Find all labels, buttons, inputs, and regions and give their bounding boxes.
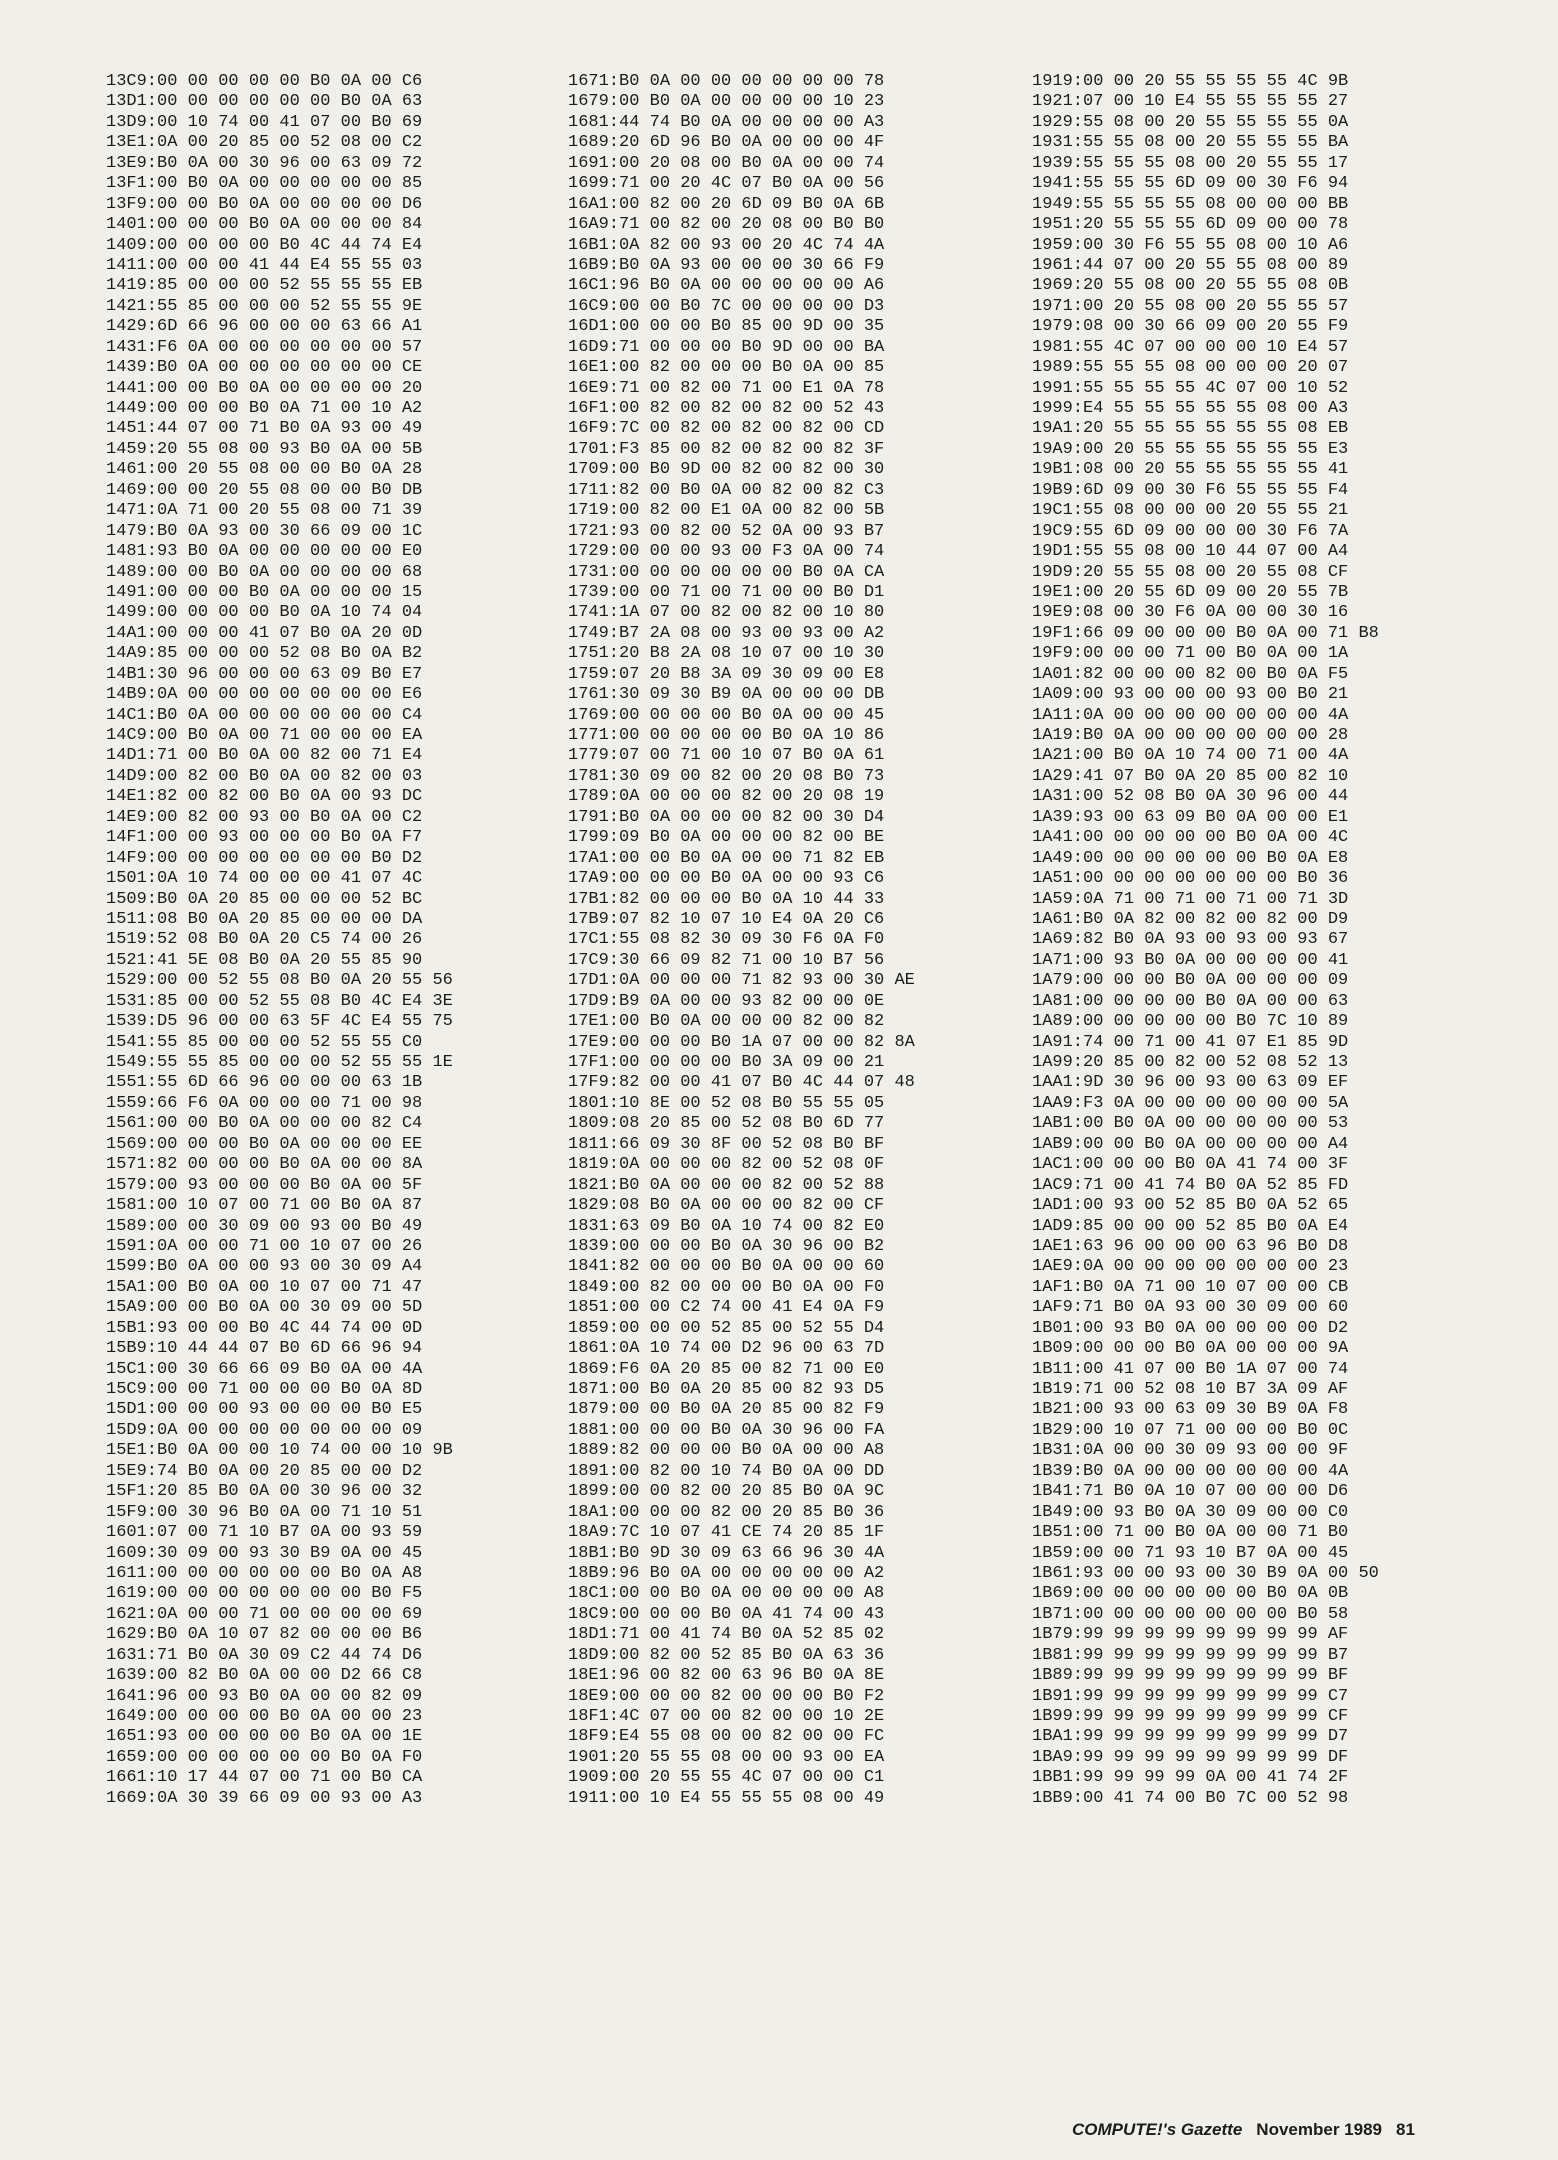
listing-line: 1B09:00 00 00 B0 0A 00 00 00 9A bbox=[1032, 1339, 1349, 1359]
listing-line: 1AF1:B0 0A 71 00 10 07 00 00 CB bbox=[1032, 1277, 1349, 1297]
listing-line: 1629:B0 0A 10 07 82 00 00 00 B6 bbox=[106, 1625, 423, 1645]
listing-line: 1A81:00 00 00 00 B0 0A 00 00 63 bbox=[1032, 991, 1349, 1011]
listing-line: 1B89:99 99 99 99 99 99 99 99 BF bbox=[1032, 1666, 1349, 1686]
listing-line: 14F1:00 00 93 00 00 00 B0 0A F7 bbox=[106, 828, 423, 848]
listing-line: 1789:0A 00 00 00 82 00 20 08 19 bbox=[568, 787, 885, 807]
listing-line: 18F1:4C 07 00 00 82 00 00 10 2E bbox=[568, 1707, 885, 1726]
listing-line: 1949:55 55 55 55 08 00 00 00 BB bbox=[1032, 194, 1349, 214]
listing-line: 1571:82 00 00 00 B0 0A 00 00 8A bbox=[106, 1155, 423, 1175]
listing-line: 1711:82 00 B0 0A 00 82 00 82 C3 bbox=[568, 480, 885, 500]
listing-line: 1489:00 00 B0 0A 00 00 00 00 68 bbox=[106, 562, 423, 582]
listing-line: 1991:55 55 55 55 4C 07 00 10 52 bbox=[1032, 378, 1349, 398]
listing-line: 14C1:B0 0A 00 00 00 00 00 00 C4 bbox=[106, 705, 423, 725]
listing-line: 16A1:00 82 00 20 6D 09 B0 0A 6B bbox=[568, 194, 885, 214]
listing-line: 18A9:7C 10 07 41 CE 74 20 85 1F bbox=[568, 1523, 885, 1543]
listing-line: 16B9:B0 0A 93 00 00 00 30 66 F9 bbox=[568, 255, 885, 275]
listing-line: 1719:00 82 00 E1 0A 00 82 00 5B bbox=[568, 501, 885, 521]
listing-line: 1729:00 00 00 93 00 F3 0A 00 74 bbox=[568, 542, 885, 562]
listing-line: 19D1:55 55 08 00 10 44 07 00 A4 bbox=[1032, 542, 1349, 562]
listing-line: 1AF9:71 B0 0A 93 00 30 09 00 60 bbox=[1032, 1298, 1349, 1318]
listing-line: 19C9:55 6D 09 00 00 00 30 F6 7A bbox=[1032, 521, 1349, 541]
listing-line: 1941:55 55 55 6D 09 00 30 F6 94 bbox=[1032, 174, 1349, 194]
listing-line: 1A99:20 85 00 82 00 52 08 52 13 bbox=[1032, 1053, 1349, 1072]
listing-line: 1441:00 00 B0 0A 00 00 00 00 20 bbox=[106, 378, 423, 398]
listing-line: 1B71:00 00 00 00 00 00 00 B0 58 bbox=[1032, 1604, 1349, 1624]
listing-line: 1B91:99 99 99 99 99 99 99 99 C7 bbox=[1032, 1686, 1349, 1706]
listing-line: 1A11:0A 00 00 00 00 00 00 00 4A bbox=[1032, 705, 1349, 725]
listing-line: 1889:82 00 00 00 B0 0A 00 00 A8 bbox=[568, 1441, 885, 1461]
listing-line: 16F1:00 82 00 82 00 82 00 52 43 bbox=[568, 399, 885, 418]
listing-line: 1A59:0A 71 00 71 00 71 00 71 3D bbox=[1032, 889, 1349, 909]
listing-line: 1551:55 6D 66 96 00 00 00 63 1B bbox=[106, 1073, 423, 1093]
listing-line: 1929:55 08 00 20 55 55 55 55 0A bbox=[1032, 112, 1349, 132]
listing-line: 15B9:10 44 44 07 B0 6D 66 96 94 bbox=[106, 1339, 423, 1359]
listing-line: 1589:00 00 30 09 00 93 00 B0 49 bbox=[106, 1216, 423, 1236]
listing-line: 1721:93 00 82 00 52 0A 00 93 B7 bbox=[568, 521, 885, 541]
listing-line: 15B1:93 00 00 B0 4C 44 74 00 0D bbox=[106, 1318, 423, 1338]
listing-line: 1691:00 20 08 00 B0 0A 00 00 74 bbox=[568, 153, 885, 173]
listing-line: 1759:07 20 B8 3A 09 30 09 00 E8 bbox=[568, 664, 885, 684]
listing-line: 16C1:96 B0 0A 00 00 00 00 00 A6 bbox=[568, 276, 885, 296]
listing-line: 17B1:82 00 00 00 B0 0A 10 44 33 bbox=[568, 889, 885, 909]
listing-line: 1411:00 00 00 41 44 E4 55 55 03 bbox=[106, 255, 423, 275]
listing-line: 1569:00 00 00 B0 0A 00 00 00 EE bbox=[106, 1134, 423, 1154]
listing-line: 13D1:00 00 00 00 00 00 B0 0A 63 bbox=[106, 92, 423, 112]
listing-line: 1529:00 00 52 55 08 B0 0A 20 55 56 bbox=[106, 971, 453, 991]
magazine-name: COMPUTE!'s Gazette bbox=[1072, 2120, 1243, 2139]
listing-line: 19A9:00 20 55 55 55 55 55 55 E3 bbox=[1032, 439, 1349, 459]
listing-line: 17F9:82 00 00 41 07 B0 4C 44 07 48 bbox=[568, 1073, 915, 1093]
listing-line: 1B39:B0 0A 00 00 00 00 00 00 4A bbox=[1032, 1461, 1349, 1481]
listing-line: 1451:44 07 00 71 B0 0A 93 00 49 bbox=[106, 419, 423, 439]
listing-line: 15A1:00 B0 0A 00 10 07 00 71 47 bbox=[106, 1277, 423, 1297]
listing-line: 1809:08 20 85 00 52 08 B0 6D 77 bbox=[568, 1114, 885, 1134]
listing-line: 17A9:00 00 00 B0 0A 00 00 93 C6 bbox=[568, 869, 885, 889]
listing-line: 1741:1A 07 00 82 00 82 00 10 80 bbox=[568, 603, 885, 623]
listing-line: 1811:66 09 30 8F 00 52 08 B0 BF bbox=[568, 1134, 885, 1154]
listing-line: 1B59:00 00 71 93 10 B7 0A 00 45 bbox=[1032, 1543, 1349, 1563]
listing-column-1 bbox=[106, 72, 574, 1809]
listing-line: 1469:00 00 20 55 08 00 00 B0 DB bbox=[106, 480, 423, 500]
listing-line: 13E9:B0 0A 00 30 96 00 63 09 72 bbox=[106, 153, 423, 173]
listing-line: 15D9:0A 00 00 00 00 00 00 00 09 bbox=[106, 1420, 423, 1440]
listing-line: 1AA1:9D 30 96 00 93 00 63 09 EF bbox=[1032, 1073, 1349, 1093]
page-number: 81 bbox=[1395, 2120, 1415, 2139]
listing-line: 1421:55 85 00 00 00 52 55 55 9E bbox=[106, 296, 423, 316]
listing-line: 1BB1:99 99 99 99 0A 00 41 74 2F bbox=[1032, 1768, 1349, 1788]
listing-line: 1591:0A 00 00 71 00 10 07 00 26 bbox=[106, 1236, 423, 1256]
listing-line: 1799:09 B0 0A 00 00 00 82 00 BE bbox=[568, 828, 885, 848]
listing-line: 16A9:71 00 82 00 20 08 00 B0 B0 bbox=[568, 215, 885, 235]
listing-line: 17A1:00 00 B0 0A 00 00 71 82 EB bbox=[568, 848, 885, 868]
listing-line: 18F9:E4 55 08 00 00 82 00 00 FC bbox=[568, 1727, 885, 1747]
listing-line: 1959:00 30 F6 55 55 08 00 10 A6 bbox=[1032, 235, 1349, 255]
listing-line: 18B1:B0 9D 30 09 63 66 96 30 4A bbox=[568, 1543, 885, 1563]
listing-line: 1A49:00 00 00 00 00 00 B0 0A E8 bbox=[1032, 848, 1349, 868]
listing-line: 16D1:00 00 00 B0 85 00 9D 00 35 bbox=[568, 317, 885, 337]
listing-line: 19B9:6D 09 00 30 F6 55 55 55 F4 bbox=[1032, 480, 1349, 500]
listing-line: 15E9:74 B0 0A 00 20 85 00 00 D2 bbox=[106, 1461, 423, 1481]
listing-line: 1749:B7 2A 08 00 93 00 93 00 A2 bbox=[568, 623, 885, 643]
listing-line: 17E9:00 00 00 B0 1A 07 00 00 82 8A bbox=[568, 1032, 915, 1052]
listing-line: 1B49:00 93 B0 0A 30 09 00 00 C0 bbox=[1032, 1502, 1349, 1522]
listing-line: 17D9:B9 0A 00 00 93 82 00 00 0E bbox=[568, 991, 885, 1011]
listing-line: 1921:07 00 10 E4 55 55 55 55 27 bbox=[1032, 92, 1349, 112]
listing-line: 1851:00 00 C2 74 00 41 E4 0A F9 bbox=[568, 1298, 885, 1318]
listing-line: 14A9:85 00 00 00 52 08 B0 0A B2 bbox=[106, 644, 423, 664]
listing-line: 1879:00 00 B0 0A 20 85 00 82 F9 bbox=[568, 1400, 885, 1420]
listing-line: 1689:20 6D 96 B0 0A 00 00 00 4F bbox=[568, 133, 885, 153]
listing-line: 1499:00 00 00 00 B0 0A 10 74 04 bbox=[106, 603, 423, 623]
listing-line: 1B29:00 10 07 71 00 00 00 B0 0C bbox=[1032, 1420, 1349, 1440]
listing-line: 1859:00 00 00 52 85 00 52 55 D4 bbox=[568, 1318, 885, 1338]
listing-line: 1401:00 00 00 B0 0A 00 00 00 84 bbox=[106, 215, 423, 235]
listing-line: 1B21:00 93 00 63 09 30 B9 0A F8 bbox=[1032, 1400, 1349, 1420]
listing-line: 13F9:00 00 B0 0A 00 00 00 00 D6 bbox=[106, 194, 423, 214]
listing-line: 1739:00 00 71 00 71 00 00 B0 D1 bbox=[568, 582, 885, 602]
listing-line: 1549:55 55 85 00 00 00 52 55 55 1E bbox=[106, 1053, 453, 1072]
listing-line: 1919:00 00 20 55 55 55 55 4C 9B bbox=[1032, 72, 1349, 91]
listing-line: 1459:20 55 08 00 93 B0 0A 00 5B bbox=[106, 439, 423, 459]
listing-line: 1509:B0 0A 20 85 00 00 00 52 BC bbox=[106, 889, 423, 909]
listing-line: 1881:00 00 00 B0 0A 30 96 00 FA bbox=[568, 1420, 885, 1440]
listing-line: 1871:00 B0 0A 20 85 00 82 93 D5 bbox=[568, 1380, 885, 1399]
listing-line: 1661:10 17 44 07 00 71 00 B0 CA bbox=[106, 1768, 423, 1788]
listing-line: 1779:07 00 71 00 10 07 B0 0A 61 bbox=[568, 746, 885, 766]
listing-line: 1701:F3 85 00 82 00 82 00 82 3F bbox=[568, 439, 885, 459]
listing-line: 19F9:00 00 00 71 00 B0 0A 00 1A bbox=[1032, 644, 1349, 664]
listing-line: 1AC9:71 00 41 74 B0 0A 52 85 FD bbox=[1032, 1175, 1349, 1195]
listing-line: 1BA1:99 99 99 99 99 99 99 99 D7 bbox=[1032, 1727, 1349, 1747]
listing-line: 18C9:00 00 00 B0 0A 41 74 00 43 bbox=[568, 1604, 885, 1624]
listing-line: 1AA9:F3 0A 00 00 00 00 00 00 5A bbox=[1032, 1093, 1349, 1113]
listing-line: 16C9:00 00 B0 7C 00 00 00 00 D3 bbox=[568, 296, 885, 316]
listing-line: 15F1:20 85 B0 0A 00 30 96 00 32 bbox=[106, 1482, 423, 1502]
listing-line: 1649:00 00 00 00 B0 0A 00 00 23 bbox=[106, 1707, 423, 1726]
listing-line: 1511:08 B0 0A 20 85 00 00 00 DA bbox=[106, 909, 423, 929]
listing-line: 1A09:00 93 00 00 00 93 00 B0 21 bbox=[1032, 685, 1349, 705]
listing-line: 1A61:B0 0A 82 00 82 00 82 00 D9 bbox=[1032, 909, 1349, 929]
listing-line: 1B01:00 93 B0 0A 00 00 00 00 D2 bbox=[1032, 1318, 1349, 1338]
listing-line: 14C9:00 B0 0A 00 71 00 00 00 EA bbox=[106, 726, 423, 745]
listing-line: 1539:D5 96 00 00 63 5F 4C E4 55 75 bbox=[106, 1012, 453, 1032]
listing-line: 1B69:00 00 00 00 00 00 B0 0A 0B bbox=[1032, 1584, 1349, 1604]
listing-line: 1AC1:00 00 00 B0 0A 41 74 00 3F bbox=[1032, 1155, 1349, 1175]
listing-line: 14B9:0A 00 00 00 00 00 00 00 E6 bbox=[106, 685, 423, 705]
listing-line: 1AD1:00 93 00 52 85 B0 0A 52 65 bbox=[1032, 1196, 1349, 1216]
listing-line: 1B41:71 B0 0A 10 07 00 00 00 D6 bbox=[1032, 1482, 1349, 1502]
listing-line: 1981:55 4C 07 00 00 00 10 E4 57 bbox=[1032, 337, 1349, 357]
listing-line: 1911:00 10 E4 55 55 55 08 00 49 bbox=[568, 1788, 885, 1808]
page-footer bbox=[1072, 2120, 1415, 2140]
listing-line: 1821:B0 0A 00 00 00 82 00 52 88 bbox=[568, 1175, 885, 1195]
listing-line: 15E1:B0 0A 00 00 10 74 00 00 10 9B bbox=[106, 1441, 453, 1461]
listing-line: 1869:F6 0A 20 85 00 82 71 00 E0 bbox=[568, 1359, 885, 1379]
listing-line: 14B1:30 96 00 00 00 63 09 B0 E7 bbox=[106, 664, 423, 684]
listing-line: 19E9:08 00 30 F6 0A 00 00 30 16 bbox=[1032, 603, 1349, 623]
listing-line: 1B79:99 99 99 99 99 99 99 99 AF bbox=[1032, 1625, 1349, 1645]
listing-line: 1839:00 00 00 B0 0A 30 96 00 B2 bbox=[568, 1236, 885, 1256]
listing-line: 1931:55 55 08 00 20 55 55 55 BA bbox=[1032, 133, 1349, 153]
listing-line: 1709:00 B0 9D 00 82 00 82 00 30 bbox=[568, 460, 885, 480]
listing-line: 1899:00 00 82 00 20 85 B0 0A 9C bbox=[568, 1482, 885, 1502]
listing-line: 15C1:00 30 66 66 09 B0 0A 00 4A bbox=[106, 1359, 423, 1379]
listing-line: 1561:00 00 B0 0A 00 00 00 82 C4 bbox=[106, 1114, 423, 1134]
listing-line: 1461:00 20 55 08 00 00 B0 0A 28 bbox=[106, 460, 423, 480]
listing-line: 1651:93 00 00 00 00 B0 0A 00 1E bbox=[106, 1727, 423, 1747]
listing-line: 1581:00 10 07 00 71 00 B0 0A 87 bbox=[106, 1196, 423, 1216]
listing-line: 1449:00 00 00 B0 0A 71 00 10 A2 bbox=[106, 399, 423, 418]
listing-line: 1B61:93 00 00 93 00 30 B9 0A 00 50 bbox=[1032, 1563, 1379, 1583]
listing-line: 14F9:00 00 00 00 00 00 00 B0 D2 bbox=[106, 848, 423, 868]
listing-line: 1841:82 00 00 00 B0 0A 00 00 60 bbox=[568, 1257, 885, 1277]
listing-line: 1559:66 F6 0A 00 00 00 71 00 98 bbox=[106, 1093, 423, 1113]
listing-line: 1AB9:00 00 B0 0A 00 00 00 00 A4 bbox=[1032, 1134, 1349, 1154]
listing-line: 1431:F6 0A 00 00 00 00 00 00 57 bbox=[106, 337, 423, 357]
listing-line: 1769:00 00 00 00 B0 0A 00 00 45 bbox=[568, 705, 885, 725]
listing-line: 1621:0A 00 00 71 00 00 00 00 69 bbox=[106, 1604, 423, 1624]
listing-line: 1819:0A 00 00 00 82 00 52 08 0F bbox=[568, 1155, 885, 1175]
listing-line: 1481:93 B0 0A 00 00 00 00 00 E0 bbox=[106, 542, 423, 562]
listing-line: 1831:63 09 B0 0A 10 74 00 82 E0 bbox=[568, 1216, 885, 1236]
listing-line: 15D1:00 00 00 93 00 00 00 B0 E5 bbox=[106, 1400, 423, 1420]
listing-line: 14D9:00 82 00 B0 0A 00 82 00 03 bbox=[106, 766, 423, 786]
listing-line: 1599:B0 0A 00 00 93 00 30 09 A4 bbox=[106, 1257, 423, 1277]
listing-line: 1891:00 82 00 10 74 B0 0A 00 DD bbox=[568, 1461, 885, 1481]
listing-line: 14D1:71 00 B0 0A 00 82 00 71 E4 bbox=[106, 746, 423, 766]
listing-line: 17C1:55 08 82 30 09 30 F6 0A F0 bbox=[568, 930, 885, 950]
listing-line: 16F9:7C 00 82 00 82 00 82 00 CD bbox=[568, 419, 885, 439]
listing-line: 15C9:00 00 71 00 00 00 B0 0A 8D bbox=[106, 1380, 423, 1399]
listing-line: 1B81:99 99 99 99 99 99 99 99 B7 bbox=[1032, 1645, 1349, 1665]
listing-line: 1631:71 B0 0A 30 09 C2 44 74 D6 bbox=[106, 1645, 423, 1665]
listing-line: 1901:20 55 55 08 00 00 93 00 EA bbox=[568, 1747, 885, 1767]
listing-line: 1BA9:99 99 99 99 99 99 99 99 DF bbox=[1032, 1747, 1349, 1767]
listing-line: 17B9:07 82 10 07 10 E4 0A 20 C6 bbox=[568, 909, 885, 929]
listing-line: 1491:00 00 00 B0 0A 00 00 00 15 bbox=[106, 582, 423, 602]
listing-line: 19F1:66 09 00 00 00 B0 0A 00 71 B8 bbox=[1032, 623, 1379, 643]
listing-line: 1AD9:85 00 00 00 52 85 B0 0A E4 bbox=[1032, 1216, 1349, 1236]
listing-line: 1681:44 74 B0 0A 00 00 00 00 A3 bbox=[568, 112, 885, 132]
listing-line: 1AB1:00 B0 0A 00 00 00 00 00 53 bbox=[1032, 1114, 1349, 1134]
listing-line: 19D9:20 55 55 08 00 20 55 08 CF bbox=[1032, 562, 1349, 582]
listing-line: 13E1:0A 00 20 85 00 52 08 00 C2 bbox=[106, 133, 423, 153]
listing-line: 19B1:08 00 20 55 55 55 55 55 41 bbox=[1032, 460, 1349, 480]
listing-line: 1669:0A 30 39 66 09 00 93 00 A3 bbox=[106, 1788, 423, 1808]
listing-line: 18D1:71 00 41 74 B0 0A 52 85 02 bbox=[568, 1625, 885, 1645]
listing-line: 1479:B0 0A 93 00 30 66 09 00 1C bbox=[106, 521, 423, 541]
listing-line: 1999:E4 55 55 55 55 55 08 00 A3 bbox=[1032, 399, 1349, 418]
listing-line: 1AE1:63 96 00 00 00 63 96 B0 D8 bbox=[1032, 1236, 1349, 1256]
listing-line: 1471:0A 71 00 20 55 08 00 71 39 bbox=[106, 501, 423, 521]
listing-line: 1971:00 20 55 08 00 20 55 55 57 bbox=[1032, 296, 1349, 316]
listing-line: 1A19:B0 0A 00 00 00 00 00 00 28 bbox=[1032, 726, 1349, 745]
listing-line: 1829:08 B0 0A 00 00 00 82 00 CF bbox=[568, 1196, 885, 1216]
listing-line: 1B19:71 00 52 08 10 B7 3A 09 AF bbox=[1032, 1380, 1349, 1399]
listing-line: 18C1:00 00 B0 0A 00 00 00 00 A8 bbox=[568, 1584, 885, 1604]
listing-line: 1B31:0A 00 00 30 09 93 00 00 9F bbox=[1032, 1441, 1349, 1461]
listing-line: 19E1:00 20 55 6D 09 00 20 55 7B bbox=[1032, 582, 1349, 602]
listing-line: 1791:B0 0A 00 00 00 82 00 30 D4 bbox=[568, 807, 885, 827]
listing-line: 1679:00 B0 0A 00 00 00 00 10 23 bbox=[568, 92, 885, 112]
listing-line: 17F1:00 00 00 00 B0 3A 09 00 21 bbox=[568, 1053, 885, 1072]
listing-line: 17D1:0A 00 00 00 71 82 93 00 30 AE bbox=[568, 971, 915, 991]
listing-line: 1A41:00 00 00 00 00 B0 0A 00 4C bbox=[1032, 828, 1349, 848]
listing-line: 1A39:93 00 63 09 B0 0A 00 00 E1 bbox=[1032, 807, 1349, 827]
listing-line: 1731:00 00 00 00 00 00 B0 0A CA bbox=[568, 562, 885, 582]
listing-line: 1A21:00 B0 0A 10 74 00 71 00 4A bbox=[1032, 746, 1349, 766]
listing-line: 1409:00 00 00 00 B0 4C 44 74 E4 bbox=[106, 235, 423, 255]
listing-line: 1989:55 55 55 08 00 00 00 20 07 bbox=[1032, 358, 1349, 378]
listing-line: 1961:44 07 00 20 55 55 08 00 89 bbox=[1032, 255, 1349, 275]
listing-line: 16B1:0A 82 00 93 00 20 4C 74 4A bbox=[568, 235, 885, 255]
listing-line: 16E9:71 00 82 00 71 00 E1 0A 78 bbox=[568, 378, 885, 398]
listing-line: 1A71:00 93 B0 0A 00 00 00 00 41 bbox=[1032, 950, 1349, 970]
listing-line: 1A79:00 00 00 B0 0A 00 00 00 09 bbox=[1032, 971, 1349, 991]
listing-line: 1AE9:0A 00 00 00 00 00 00 00 23 bbox=[1032, 1257, 1349, 1277]
listing-line: 19A1:20 55 55 55 55 55 55 08 EB bbox=[1032, 419, 1349, 439]
listing-line: 1601:07 00 71 10 B7 0A 00 93 59 bbox=[106, 1523, 423, 1543]
listing-line: 1579:00 93 00 00 00 B0 0A 00 5F bbox=[106, 1175, 423, 1195]
listing-line: 1641:96 00 93 B0 0A 00 00 82 09 bbox=[106, 1686, 423, 1706]
listing-line: 1419:85 00 00 00 52 55 55 55 EB bbox=[106, 276, 423, 296]
listing-line: 1439:B0 0A 00 00 00 00 00 00 CE bbox=[106, 358, 423, 378]
listing-line: 1751:20 B8 2A 08 10 07 00 10 30 bbox=[568, 644, 885, 664]
listing-line: 13C9:00 00 00 00 00 B0 0A 00 C6 bbox=[106, 72, 423, 91]
listing-column-3 bbox=[1032, 72, 1500, 1809]
listing-line: 18E9:00 00 00 82 00 00 00 B0 F2 bbox=[568, 1686, 885, 1706]
listing-line: 1A01:82 00 00 00 82 00 B0 0A F5 bbox=[1032, 664, 1349, 684]
listing-line: 1671:B0 0A 00 00 00 00 00 00 78 bbox=[568, 72, 885, 91]
listing-line: 1519:52 08 B0 0A 20 C5 74 00 26 bbox=[106, 930, 423, 950]
listing-line: 1429:6D 66 96 00 00 00 63 66 A1 bbox=[106, 317, 423, 337]
listing-line: 1939:55 55 55 08 00 20 55 55 17 bbox=[1032, 153, 1349, 173]
listing-line: 1A51:00 00 00 00 00 00 00 B0 36 bbox=[1032, 869, 1349, 889]
listing-line: 1979:08 00 30 66 09 00 20 55 F9 bbox=[1032, 317, 1349, 337]
listing-line: 1659:00 00 00 00 00 00 B0 0A F0 bbox=[106, 1747, 423, 1767]
listing-line: 1951:20 55 55 55 6D 09 00 00 78 bbox=[1032, 215, 1349, 235]
listing-line: 1609:30 09 00 93 30 B9 0A 00 45 bbox=[106, 1543, 423, 1563]
listing-line: 1B51:00 71 00 B0 0A 00 00 71 B0 bbox=[1032, 1523, 1349, 1543]
listing-line: 1619:00 00 00 00 00 00 00 B0 F5 bbox=[106, 1584, 423, 1604]
listing-line: 13F1:00 B0 0A 00 00 00 00 00 85 bbox=[106, 174, 423, 194]
listing-line: 1699:71 00 20 4C 07 B0 0A 00 56 bbox=[568, 174, 885, 194]
listing-line: 18B9:96 B0 0A 00 00 00 00 00 A2 bbox=[568, 1563, 885, 1583]
listing-line: 14A1:00 00 00 41 07 B0 0A 20 0D bbox=[106, 623, 423, 643]
listing-line: 15A9:00 00 B0 0A 00 30 09 00 5D bbox=[106, 1298, 423, 1318]
listing-line: 18A1:00 00 00 82 00 20 85 B0 36 bbox=[568, 1502, 885, 1522]
listing-line: 1801:10 8E 00 52 08 B0 55 55 05 bbox=[568, 1093, 885, 1113]
listing-line: 1531:85 00 00 52 55 08 B0 4C E4 3E bbox=[106, 991, 453, 1011]
listing-line: 17C9:30 66 09 82 71 00 10 B7 56 bbox=[568, 950, 885, 970]
listing-line: 1909:00 20 55 55 4C 07 00 00 C1 bbox=[568, 1768, 885, 1788]
listing-line: 1969:20 55 08 00 20 55 55 08 0B bbox=[1032, 276, 1349, 296]
listing-line: 18D9:00 82 00 52 85 B0 0A 63 36 bbox=[568, 1645, 885, 1665]
listing-line: 14E9:00 82 00 93 00 B0 0A 00 C2 bbox=[106, 807, 423, 827]
listing-line: 18E1:96 00 82 00 63 96 B0 0A 8E bbox=[568, 1666, 885, 1686]
listing-line: 16E1:00 82 00 00 00 B0 0A 00 85 bbox=[568, 358, 885, 378]
issue-date: November 1989 bbox=[1256, 2120, 1382, 2139]
listing-line: 1541:55 85 00 00 00 52 55 55 C0 bbox=[106, 1032, 423, 1052]
listing-line: 1639:00 82 B0 0A 00 00 D2 66 C8 bbox=[106, 1666, 423, 1686]
listing-line: 1A29:41 07 B0 0A 20 85 00 82 10 bbox=[1032, 766, 1349, 786]
listing-line: 1BB9:00 41 74 00 B0 7C 00 52 98 bbox=[1032, 1788, 1349, 1808]
listing-line: 1A69:82 B0 0A 93 00 93 00 93 67 bbox=[1032, 930, 1349, 950]
listing-column-2 bbox=[568, 72, 1036, 1809]
listing-line: 1A31:00 52 08 B0 0A 30 96 00 44 bbox=[1032, 787, 1349, 807]
listing-line: 19C1:55 08 00 00 00 20 55 55 21 bbox=[1032, 501, 1349, 521]
listing-line: 1771:00 00 00 00 00 B0 0A 10 86 bbox=[568, 726, 885, 745]
listing-line: 1861:0A 10 74 00 D2 96 00 63 7D bbox=[568, 1339, 885, 1359]
listing-line: 1A91:74 00 71 00 41 07 E1 85 9D bbox=[1032, 1032, 1349, 1052]
listing-line: 1B99:99 99 99 99 99 99 99 99 CF bbox=[1032, 1707, 1349, 1726]
listing-line: 1761:30 09 30 B9 0A 00 00 00 DB bbox=[568, 685, 885, 705]
listing-line: 1521:41 5E 08 B0 0A 20 55 85 90 bbox=[106, 950, 423, 970]
listing-line: 1611:00 00 00 00 00 00 B0 0A A8 bbox=[106, 1563, 423, 1583]
listing-line: 1781:30 09 00 82 00 20 08 B0 73 bbox=[568, 766, 885, 786]
listing-line: 14E1:82 00 82 00 B0 0A 00 93 DC bbox=[106, 787, 423, 807]
listing-line: 1A89:00 00 00 00 00 B0 7C 10 89 bbox=[1032, 1012, 1349, 1032]
listing-line: 16D9:71 00 00 00 B0 9D 00 00 BA bbox=[568, 337, 885, 357]
listing-line: 13D9:00 10 74 00 41 07 00 B0 69 bbox=[106, 112, 423, 132]
listing-line: 1B11:00 41 07 00 B0 1A 07 00 74 bbox=[1032, 1359, 1349, 1379]
listing-line: 15F9:00 30 96 B0 0A 00 71 10 51 bbox=[106, 1502, 423, 1522]
listing-line: 1501:0A 10 74 00 00 00 41 07 4C bbox=[106, 869, 423, 889]
listing-line: 1849:00 82 00 00 00 B0 0A 00 F0 bbox=[568, 1277, 885, 1297]
listing-line: 17E1:00 B0 0A 00 00 00 82 00 82 bbox=[568, 1012, 885, 1032]
